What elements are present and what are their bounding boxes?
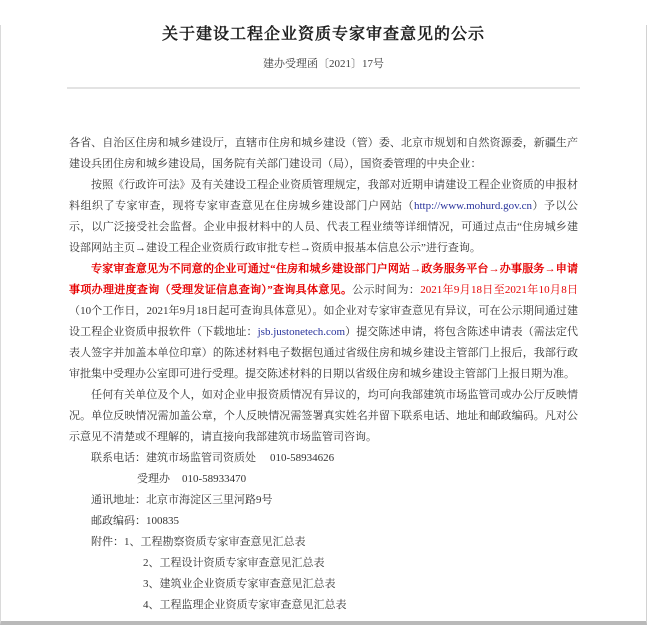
page-title: 关于建设工程企业资质专家审查意见的公示 (161, 26, 485, 43)
attachment-item (143, 574, 578, 595)
office-number: 010-58933470 (182, 473, 247, 485)
attachment-item-text: 4、工程监理企业资质专家审查意见汇总表 (143, 599, 347, 611)
postcode-value: 100835 (146, 515, 179, 527)
red-notice-text: 专家审查意见为不同意的企业可通过“住房和城乡建设部门户网站→政务服务平台→办事服务→申请事项办理进度查询（受理发证信息查询）”查询具体意见。 (69, 263, 578, 296)
phone-dept: 建筑市场监管司资质处 (146, 452, 256, 464)
paragraph-notice (69, 259, 578, 385)
objection-text: 任何有关单位及个人，如对企业申报资质情况有异议的，均可向我部建筑市场监管司或办公厅反映情况。单位反映情况需加盖公章，个人反映情况需签署真实姓名并留下联系电话、地址和邮政编码。凡对公示意见不清楚或不理解的，请直接向我部建筑市场监管司咨询。 (69, 389, 578, 443)
office-label: 受理办 (137, 473, 170, 485)
office-phone-line (137, 469, 578, 490)
address-value: 北京市海淀区三里河路9号 (146, 494, 273, 506)
review-text-2: ）予以公示，以广泛接受社会监督。企业申报材料中的人员、代表工程业绩等详细情况，可通过点击“住房城乡建设部网站主页→建设工程企业资质行政审批专栏→资质申报基本信息公示”进行查询。 (69, 200, 579, 254)
addressee-text: 各省、自治区住房和城乡建设厅，直辖市住房和城乡建设（管）委、北京市规划和自然资源委，新疆生产建设兵团住房和城乡建设局，国务院有关部门建设司（局），国资委管理的中央企业： (69, 137, 578, 170)
attachment-item: 1、工程勘察资质专家审查意见汇总表 (124, 536, 306, 548)
document-body (69, 133, 578, 616)
review-text-1: 按照《行政许可法》及有关建设工程企业资质管理规定，我部对近期申请建设工程企业资质的申报材料组织了专家审查，现将专家审查意见在住房城乡建设部门户网站（ (69, 179, 578, 212)
attachments-label: 附件： (91, 536, 124, 548)
notice-text-3: ）提交陈述申请，将包含陈述申请表（需法定代表人签字并加盖本单位印章）的陈述材料电子数据包通过省级住房和城乡建设主管部门上报后，我部行政审批集中受理办公室即可进行受理。提交陈述材料的日期以省级住房和城乡建设主管部门上报日期为准。 (69, 326, 579, 380)
phone-number: 010-58934626 (270, 452, 335, 464)
postcode-label: 邮政编码： (91, 515, 146, 527)
paragraph-review (69, 175, 578, 259)
doc-number: 建办受理函〔2021〕17号 (263, 58, 384, 70)
phone-label: 联系电话： (91, 452, 146, 464)
attachments-first-line (91, 532, 578, 553)
header-divider (67, 87, 580, 89)
address-label: 通讯地址： (91, 494, 146, 506)
address-line (91, 490, 578, 511)
paragraph-addressee (69, 133, 578, 175)
attachment-item (143, 553, 578, 574)
publicity-period-label: 公示时间为： (352, 284, 421, 296)
attachments-block (69, 532, 578, 616)
publicity-period-dates: 2021年9月18日至2021年10月8日 (420, 284, 579, 296)
contact-phone-line (91, 448, 578, 469)
attachment-item-text: 2、工程设计资质专家审查意见汇总表 (143, 557, 325, 569)
notice-text-2: （10个工作日，2021年9月18日起可查询具体意见）。如企业对专家审查意见有异议，可在公示期间通过建设工程企业资质申报软件（下载地址： (69, 305, 578, 338)
document-page (0, 25, 647, 625)
mohurd-url-link[interactable]: http://www.mohurd.gov.cn (413, 200, 533, 212)
contact-block (69, 448, 578, 532)
attachment-item (143, 595, 578, 616)
jsb-url-link[interactable]: jsb.justonetech.com (257, 326, 345, 338)
attachment-item-text: 3、建筑业企业资质专家审查意见汇总表 (143, 578, 336, 590)
paragraph-objection (69, 385, 578, 448)
postcode-line (91, 511, 578, 532)
